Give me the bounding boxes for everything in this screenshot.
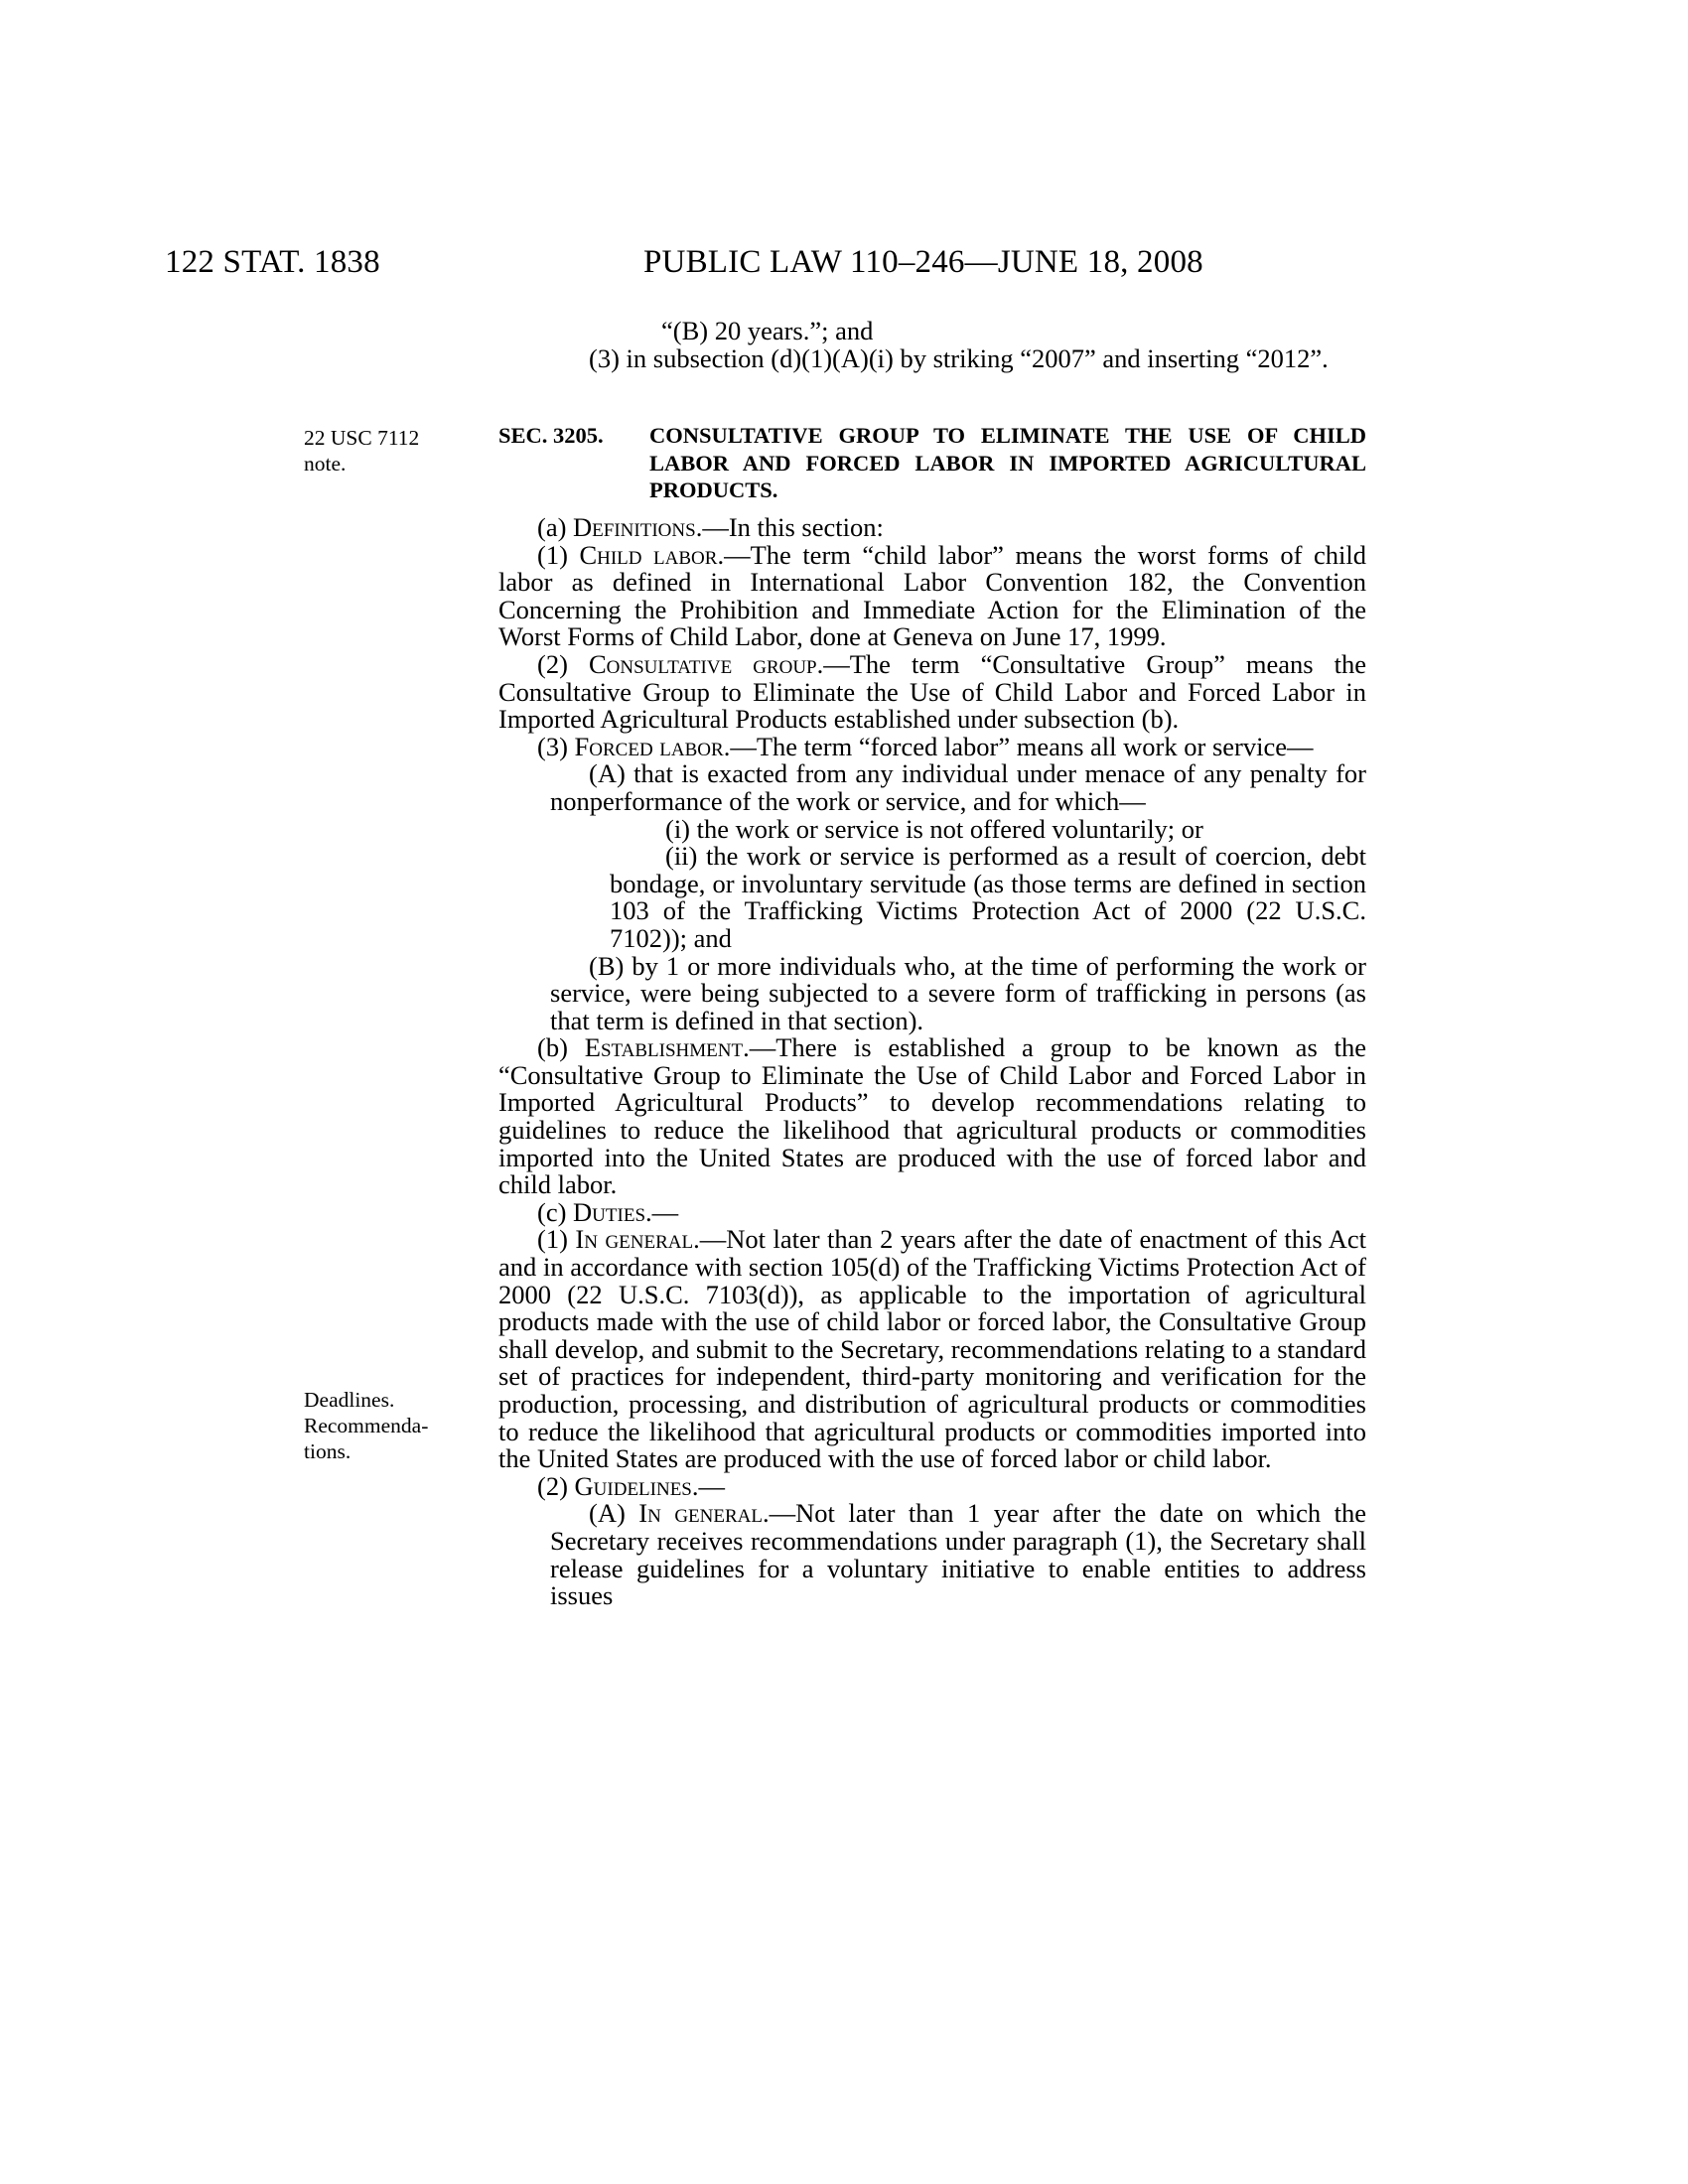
margin-note-deadlines: Deadlines. Recommenda- tions. xyxy=(304,1388,429,1463)
clause-ii: (ii) the work or service is performed as a result of coercion, debt bondage, or involuntary servitude (as those terms are defined in section 103 of the Trafficking Victims Protection Act of 2000 (22 U.S.C. 7102)); and xyxy=(610,841,1366,953)
subsection-c: (c) Duties.— xyxy=(537,1196,679,1227)
paragraph-a3: (3) Forced labor.—The term “forced labor” means all work or service— xyxy=(537,731,1314,761)
continued-amendment-text: “(B) 20 years.”; and (3) in subsection (d)(1)(A)(i) by striking “2007” and inserting “2012”. xyxy=(589,316,1329,373)
paragraph-a1: (1) Child labor.—The term “child labor” means the worst forms of child labor as defined in International Labor Convention 182, the Convention Concerning the Prohibition and Immediate Action for the Elimination of the Worst Forms of Child Labor, done at Geneva on June 17, 1999. xyxy=(498,539,1367,652)
subparagraph-c2A: (A) In general.—Not later than 1 year after the date on which the Secretary receives recommendations under paragraph (1), the Secretary shall release guidelines for a voluntary initiative to enable entities to address issues xyxy=(550,1498,1366,1611)
section-body xyxy=(498,514,1366,1610)
paragraph-a2: (2) Consultative group.—The term “Consultative Group” means the Consultative Group to Eliminate the Use of Child Labor and Forced Labor in Imported Agricultural Products established under subsection (b). xyxy=(498,648,1366,735)
subsection-b: (b) Establishment.—There is established a group to be known as the “Consultative Group to Eliminate the Use of Child Labor and Forced Labor in Imported Agricultural Products” to develop recommendations relating to guidelines to reduce the likelihood that agricultural products or commodities imported into the United States are produced with the use of forced labor and child labor. xyxy=(498,1032,1367,1200)
section-heading: SEC. 3205. CONSULTATIVE GROUP TO ELIMINATE THE USE OF CHILD LABOR AND FORCED LABOR IN IMPORTED AGRICULTURAL PRODUCTS. xyxy=(498,423,1366,503)
paragraph-c1: (1) In general.—Not later than 2 years after the date of enactment of this Act and in accordance with section 105(d) of the Trafficking Victims Protection Act of 2000 (22 U.S.C. 7103(d)), as applicable to the importation of agricultural products made with the use of child labor or forced labor, the Consultative Group shall develop, and submit to the Secretary, recommendations relating to a standard set of practices for independent, third-party monitoring and verification for the production, processing, and distribution of agricultural products or commodities to reduce the likelihood that agricultural products or commodities imported into the United States are produced with the use of forced labor or child labor. xyxy=(498,1224,1367,1474)
paragraph-c2: (2) Guidelines.— xyxy=(537,1470,725,1501)
clause-i: (i) the work or service is not offered voluntarily; or xyxy=(665,813,1203,844)
margin-note-usc: 22 USC 7112 note. xyxy=(304,426,420,476)
page-stat-number: 122 STAT. 1838 xyxy=(165,244,380,280)
subsection-a: (a) Definitions.—In this section: xyxy=(537,512,884,542)
subparagraph-a3B: (B) by 1 or more individuals who, at the time of performing the work or service, were being subjected to a severe form of trafficking in persons (as that term is defined in that section). xyxy=(550,950,1366,1035)
page-header-title: PUBLIC LAW 110–246—JUNE 18, 2008 xyxy=(643,244,1203,280)
subparagraph-a3A: (A) that is exacted from any individual under menace of any penalty for nonperformance of the work or service, and for which— xyxy=(550,758,1366,816)
